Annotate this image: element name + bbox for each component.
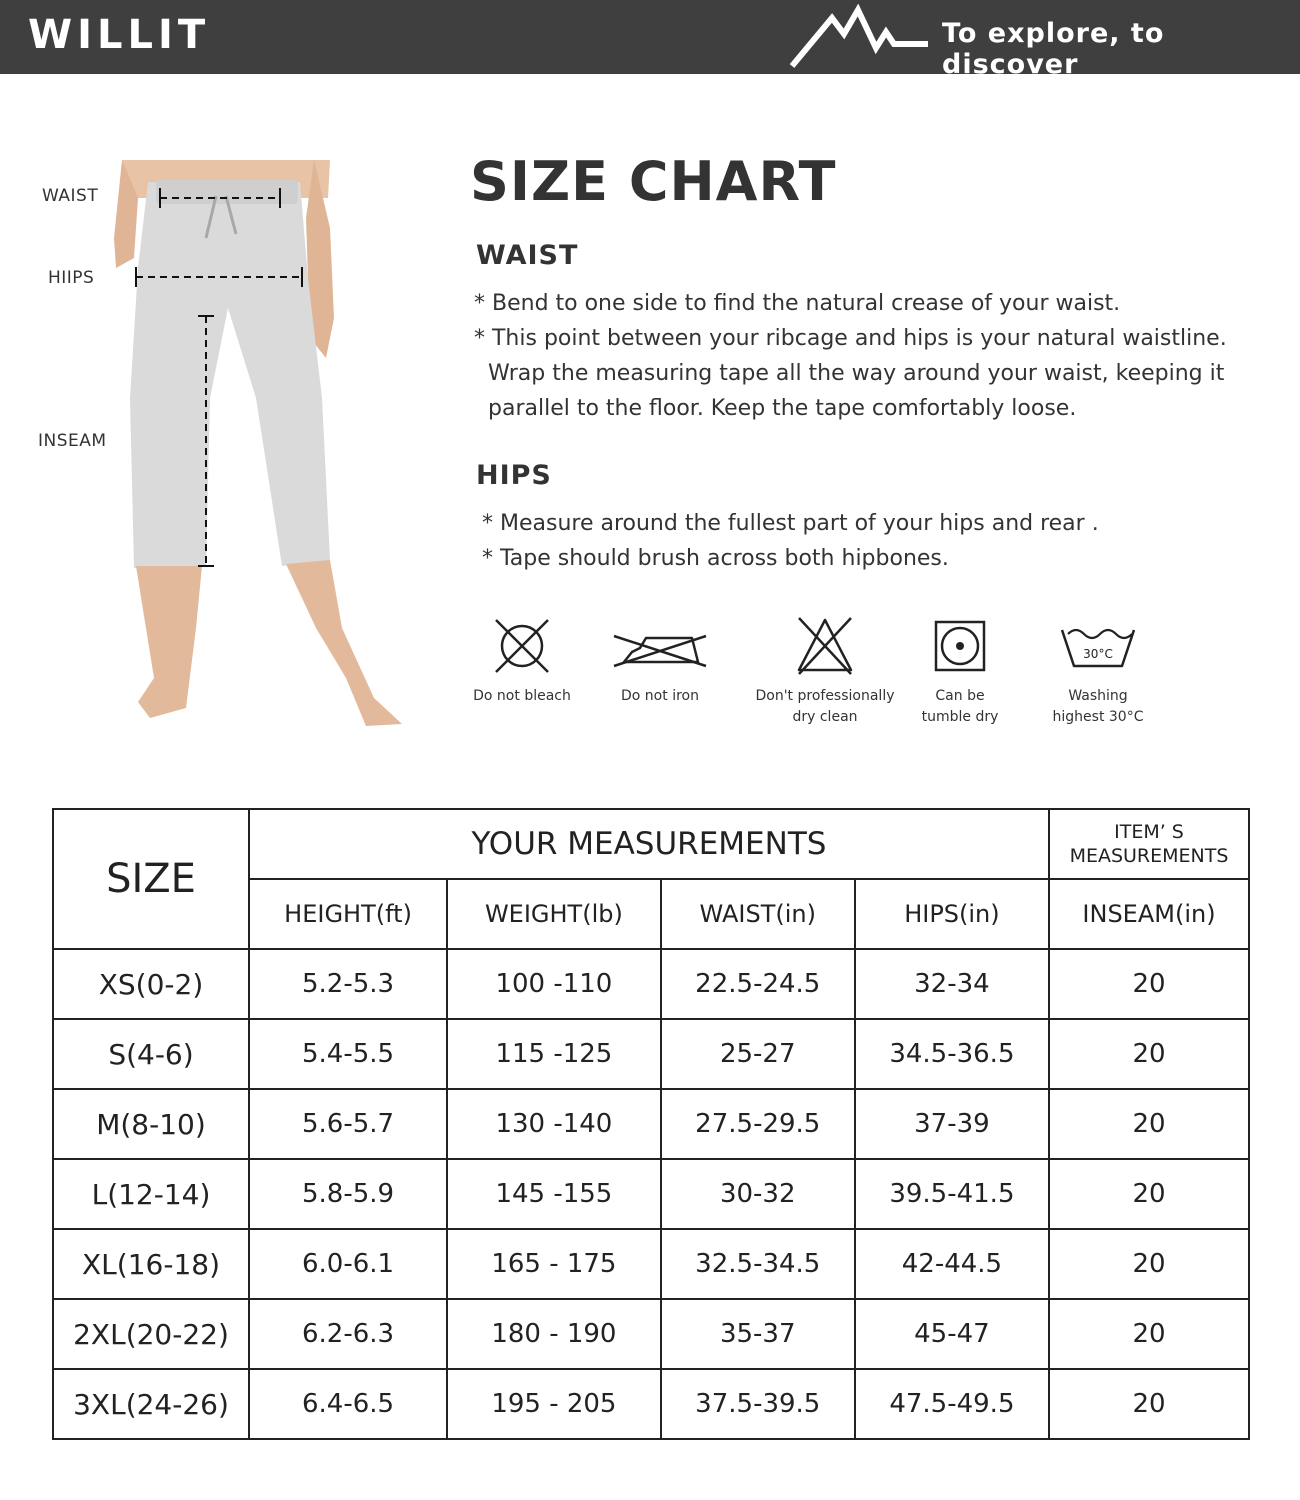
mountain-logo-icon [788, 4, 938, 70]
table-row [53, 949, 1249, 1019]
weight-cell: 180 - 190 [447, 1299, 661, 1369]
brand-logo: WILLIT [28, 12, 211, 58]
hips-cell: 34.5-36.5 [855, 1019, 1049, 1089]
column-header: WAIST(in) [661, 879, 855, 949]
table-row [53, 1019, 1249, 1089]
size-cell: M(8-10) [53, 1089, 249, 1159]
size-cell: 3XL(24-26) [53, 1369, 249, 1439]
column-header: HIPS(in) [855, 879, 1049, 949]
waist-label: WAIST [42, 186, 99, 206]
waist-line-4: parallel to the floor. Keep the tape comfortably loose. [488, 396, 1077, 421]
tumble-dry-icon [928, 614, 992, 678]
waist-line-3: Wrap the measuring tape all the way around your waist, keeping it [488, 361, 1225, 386]
tagline: To explore, to discover [942, 18, 1165, 80]
table-row [53, 1159, 1249, 1229]
height-cell: 5.8-5.9 [249, 1159, 447, 1229]
inseam-cell: 20 [1049, 949, 1249, 1019]
waist-line-2: * This point between your ribcage and hips is your natural waistline. [474, 326, 1227, 351]
hips-cell: 45-47 [855, 1299, 1049, 1369]
wash-30-icon [1058, 614, 1138, 678]
care-do-not-bleach [462, 614, 582, 707]
hips-cell: 37-39 [855, 1089, 1049, 1159]
waist-heading: WAIST [476, 240, 579, 271]
care-do-not-iron [600, 614, 720, 707]
do-not-bleach-icon [490, 614, 554, 678]
pants-illustration [30, 158, 430, 738]
care-label: Don't professionally dry clean [755, 688, 895, 725]
hips-line-2: * Tape should brush across both hipbones. [482, 546, 949, 571]
height-cell: 6.4-6.5 [249, 1369, 447, 1439]
page-title: SIZE CHART [470, 150, 837, 213]
your-measurements-header: YOUR MEASUREMENTS [249, 809, 1049, 879]
table-row [53, 1369, 1249, 1439]
care-label: Can be tumble dry [921, 688, 999, 725]
care-label: Do not bleach [473, 688, 571, 704]
do-not-iron-icon [610, 614, 710, 678]
hips-label: HIIPS [48, 268, 95, 288]
weight-cell: 130 -140 [447, 1089, 661, 1159]
waist-cell: 37.5-39.5 [661, 1369, 855, 1439]
waist-cell: 27.5-29.5 [661, 1089, 855, 1159]
hips-cell: 42-44.5 [855, 1229, 1049, 1299]
height-cell: 5.4-5.5 [249, 1019, 447, 1089]
waist-cell: 35-37 [661, 1299, 855, 1369]
weight-cell: 145 -155 [447, 1159, 661, 1229]
waist-cell: 22.5-24.5 [661, 949, 855, 1019]
height-cell: 6.0-6.1 [249, 1229, 447, 1299]
size-header: SIZE [53, 809, 249, 949]
weight-cell: 195 - 205 [447, 1369, 661, 1439]
hips-cell: 39.5-41.5 [855, 1159, 1049, 1229]
inseam-cell: 20 [1049, 1369, 1249, 1439]
size-cell: L(12-14) [53, 1159, 249, 1229]
height-cell: 5.2-5.3 [249, 949, 447, 1019]
waist-cell: 32.5-34.5 [661, 1229, 855, 1299]
hips-line-1: * Measure around the fullest part of your hips and rear . [482, 511, 1099, 536]
item-measurements-header: ITEM’ S MEASUREMENTS [1049, 809, 1249, 879]
care-label: Do not iron [621, 688, 699, 704]
weight-cell: 115 -125 [447, 1019, 661, 1089]
hips-cell: 32-34 [855, 949, 1049, 1019]
inseam-cell: 20 [1049, 1229, 1249, 1299]
weight-cell: 165 - 175 [447, 1229, 661, 1299]
inseam-cell: 20 [1049, 1089, 1249, 1159]
size-cell: 2XL(20-22) [53, 1299, 249, 1369]
size-table [52, 808, 1250, 1440]
size-cell: S(4-6) [53, 1019, 249, 1089]
wash-temp-text: 30°C [1083, 647, 1113, 661]
care-label: Washing highest 30°C [1052, 688, 1144, 725]
inseam-label: INSEAM [38, 431, 107, 451]
height-cell: 5.6-5.7 [249, 1089, 447, 1159]
weight-cell: 100 -110 [447, 949, 661, 1019]
care-tumble-dry [904, 614, 1016, 728]
inseam-cell: 20 [1049, 1159, 1249, 1229]
height-cell: 6.2-6.3 [249, 1299, 447, 1369]
column-header: INSEAM(in) [1049, 879, 1249, 949]
do-not-dry-clean-icon [793, 614, 857, 678]
column-header: HEIGHT(ft) [249, 879, 447, 949]
waist-line-1: * Bend to one side to find the natural crease of your waist. [474, 291, 1121, 316]
inseam-cell: 20 [1049, 1019, 1249, 1089]
waist-cell: 30-32 [661, 1159, 855, 1229]
header-bar [0, 0, 1300, 80]
table-row [53, 1089, 1249, 1159]
waist-cell: 25-27 [661, 1019, 855, 1089]
hips-heading: HIPS [476, 460, 552, 491]
size-cell: XL(16-18) [53, 1229, 249, 1299]
waist-instructions [474, 286, 1227, 426]
hips-instructions [482, 506, 1099, 576]
care-wash-30 [1040, 614, 1156, 728]
care-do-not-dry-clean [752, 614, 898, 728]
size-cell: XS(0-2) [53, 949, 249, 1019]
hips-cell: 47.5-49.5 [855, 1369, 1049, 1439]
table-row [53, 1299, 1249, 1369]
inseam-cell: 20 [1049, 1299, 1249, 1369]
column-header: WEIGHT(lb) [447, 879, 661, 949]
table-row [53, 1229, 1249, 1299]
